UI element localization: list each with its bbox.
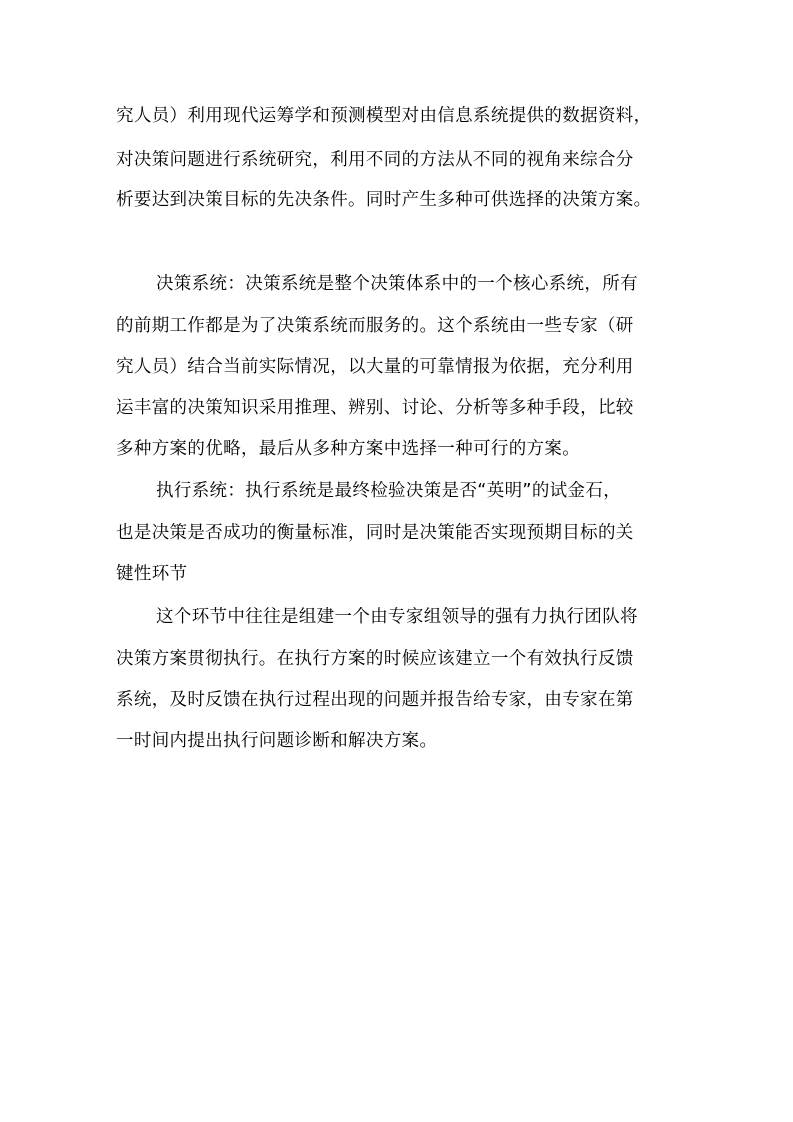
paragraph-4-line-4: 一时间内提出执行问题诊断和解决方案。 (116, 731, 438, 751)
paragraph-2-line-5: 多种方案的优略，最后从多种方案中选择一种可行的方案。 (116, 439, 581, 459)
paragraph-3-line-3: 键性环节 (116, 564, 188, 584)
paragraph-4-line-2: 决策方案贯彻执行。在执行方案的时候应该建立一个有效执行反馈 (116, 649, 634, 669)
paragraph-3-line-2: 也是决策是否成功的衡量标准，同时是决策能否实现预期目标的关 (116, 523, 634, 543)
paragraph-4-line-3: 系统，及时反馈在执行过程出现的问题并报告给专家，由专家在第 (116, 690, 634, 710)
paragraph-2-line-3: 究人员）结合当前实际情况，以大量的可靠情报为依据，充分利用 (116, 357, 634, 377)
paragraph-1-line-1: 究人员）利用现代运筹学和预测模型对由信息系统提供的数据资料， (116, 106, 652, 126)
paragraph-1-line-2: 对决策问题进行系统研究，利用不同的方法从不同的视角来综合分 (116, 150, 634, 170)
paragraph-1-line-3: 析要达到决策目标的先决条件。同时产生多种可供选择的决策方案。 (116, 190, 652, 210)
paragraph-2-line-2: 的前期工作都是为了决策系统而服务的。这个系统由一些专家（研 (116, 316, 634, 336)
paragraph-3-line-1: 执行系统：执行系统是最终检验决策是否“英明”的试金石， (156, 481, 622, 501)
paragraph-2-line-4: 运丰富的决策知识采用推理、辨别、讨论、分析等多种手段，比较 (116, 398, 634, 418)
paragraph-2-line-1: 决策系统：决策系统是整个决策体系中的一个核心系统，所有 (156, 274, 638, 294)
paragraph-4-line-1: 这个环节中往往是组建一个由专家组领导的强有力执行团队将 (156, 607, 638, 627)
